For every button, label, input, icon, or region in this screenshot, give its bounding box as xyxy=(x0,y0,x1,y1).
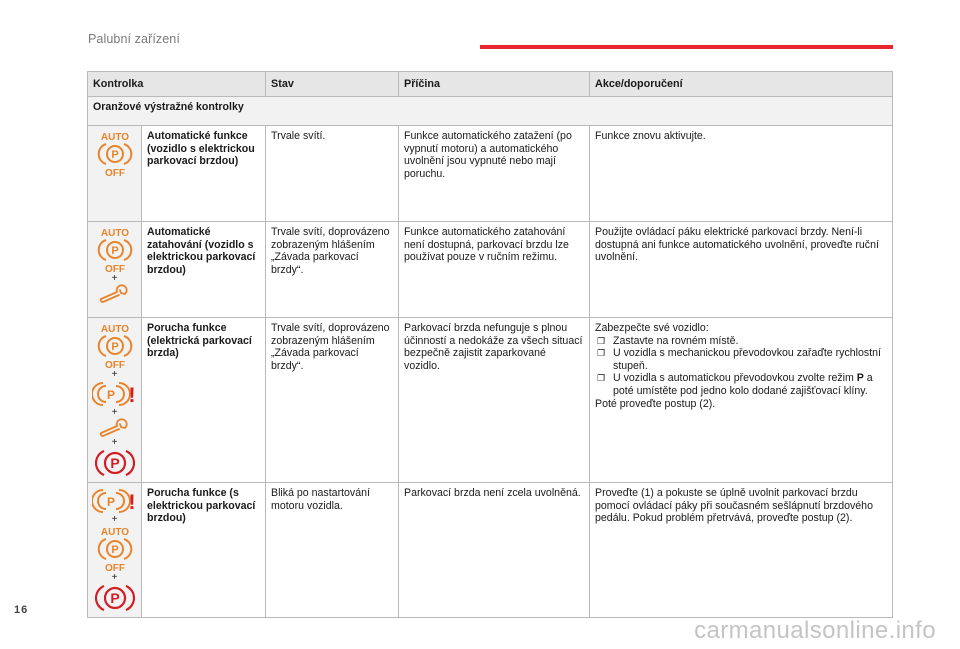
plus-sign: + xyxy=(111,407,118,418)
header-indicator: Kontrolka xyxy=(88,72,266,97)
header-cause: Příčina xyxy=(399,72,590,97)
svg-text:P: P xyxy=(109,590,120,606)
plus-sign: + xyxy=(111,273,118,284)
auto-park-off-icon xyxy=(92,130,138,178)
auto-park-off-icon xyxy=(92,525,138,573)
indicator-icons-cell xyxy=(88,222,142,318)
indicator-icons-cell xyxy=(88,483,142,618)
wrench-icon xyxy=(97,418,133,438)
step-text: U vozidla s mechanickou převodovkou zařaďte rychlostní stupeň. xyxy=(613,347,881,372)
svg-text:OFF: OFF xyxy=(104,360,125,370)
gear-mode-p: P xyxy=(856,372,864,385)
section-header: Palubní zařízení xyxy=(88,32,180,46)
bullet-marker: ❐ xyxy=(597,348,606,359)
step-text-post: a poté umístěte pod jedno kolo dodané zajišťovací klíny. xyxy=(613,372,873,397)
header-state: Stav xyxy=(266,72,399,97)
action-intro: Zabezpečte své vozidlo: xyxy=(595,322,709,334)
svg-text:P: P xyxy=(106,495,115,509)
svg-text:AUTO: AUTO xyxy=(100,132,129,143)
action-cell: Funkce znovu aktivujte. xyxy=(590,126,893,222)
plus-sign: + xyxy=(111,437,118,448)
header-action: Akce/doporučení xyxy=(590,72,893,97)
group-title-row xyxy=(88,97,893,126)
page-number: 16 xyxy=(14,604,29,616)
svg-text:P: P xyxy=(106,388,115,402)
svg-text:AUTO: AUTO xyxy=(100,324,129,335)
bullet-marker: ❐ xyxy=(597,335,606,346)
cause-cell: Funkce automatického zatažení (po vypnutí motoru) a automatického uvolnění jsou vypnuté nebo mají poruchu. xyxy=(399,126,590,222)
plus-sign: + xyxy=(111,572,118,583)
indicator-icons-cell xyxy=(88,126,142,222)
step-text-pre: U vozidla s automatickou převodovkou zvolte režim xyxy=(613,372,857,385)
plus-sign: + xyxy=(111,369,118,380)
indicator-name: Automatické zatahování (vozidlo s elektrickou parkovací brzdou) xyxy=(142,222,266,318)
svg-text:P: P xyxy=(110,341,119,353)
parking-brake-red-icon xyxy=(95,583,135,613)
svg-text:!: ! xyxy=(128,384,135,407)
state-cell: Trvale svítí. xyxy=(266,126,399,222)
action-outro: Poté proveďte postup (2). xyxy=(595,397,716,410)
cause-cell: Funkce automatického zatahování není dostupná, parkovací brzdu lze používat pouze v ručním režimu. xyxy=(399,222,590,318)
list-item xyxy=(595,347,887,372)
table-header-row xyxy=(88,72,893,97)
state-cell: Bliká po nastartování motoru vozidla. xyxy=(266,483,399,618)
auto-park-off-icon xyxy=(92,226,138,274)
table-row xyxy=(88,126,893,222)
watermark: carmanualsonline.info xyxy=(694,617,936,644)
warning-lights-table xyxy=(87,71,893,618)
svg-text:AUTO: AUTO xyxy=(100,527,129,538)
svg-text:OFF: OFF xyxy=(104,168,125,178)
table-row xyxy=(88,318,893,483)
indicator-icons-cell xyxy=(88,318,142,483)
plus-sign: + xyxy=(111,514,118,525)
action-cell: Použijte ovládací páku elektrické parkovací brzdy. Není-li dostupná ani funkce automatického uvolnění, proveďte ruční uvolnění. xyxy=(590,222,893,318)
table-row xyxy=(88,483,893,618)
svg-text:P: P xyxy=(110,245,119,257)
header-red-rule xyxy=(480,45,893,49)
action-cell xyxy=(590,318,893,483)
svg-text:OFF: OFF xyxy=(104,563,125,573)
group-title: Oranžové výstražné kontrolky xyxy=(88,97,893,126)
svg-text:OFF: OFF xyxy=(104,264,125,274)
state-cell: Trvale svítí, doprovázeno zobrazeným hlášením „Závada parkovací brzdy“. xyxy=(266,222,399,318)
cause-cell: Parkovací brzda nefunguje s plnou účinností a nedokáže za všech situací bezpečně zajistit zaparkované vozidlo. xyxy=(399,318,590,483)
indicator-name: Porucha funkce (s elektrickou parkovací brzdou) xyxy=(142,483,266,618)
cause-cell: Parkovací brzda není zcela uvolněná. xyxy=(399,483,590,618)
table-row xyxy=(88,222,893,318)
svg-text:P: P xyxy=(110,149,119,161)
action-cell: Proveďte (1) a pokuste se úplně uvolnit parkovací brzdu pomocí ovládací páky při současném sešlápnutí brzdového pedálu. Pokud problém přetrvává, proveďte postup (2). xyxy=(590,483,893,618)
brake-fault-warning-icon xyxy=(92,380,138,408)
auto-park-off-icon xyxy=(92,322,138,370)
list-item xyxy=(595,372,887,397)
svg-text:P: P xyxy=(110,544,119,556)
state-cell: Trvale svítí, doprovázeno zobrazeným hlášením „Závada parkovací brzdy“. xyxy=(266,318,399,483)
indicator-name: Porucha funkce (elektrická parkovací brzda) xyxy=(142,318,266,483)
svg-text:!: ! xyxy=(128,491,135,514)
bullet-marker: ❐ xyxy=(597,373,606,384)
brake-fault-warning-icon xyxy=(92,487,138,515)
indicator-name: Automatické funkce (vozidlo s elektrickou parkovací brzdou) xyxy=(142,126,266,222)
action-steps-list xyxy=(595,335,887,398)
svg-text:AUTO: AUTO xyxy=(100,228,129,239)
list-item xyxy=(595,335,887,348)
step-text: Zastavte na rovném místě. xyxy=(613,334,739,347)
wrench-icon xyxy=(97,284,133,304)
parking-brake-red-icon xyxy=(95,448,135,478)
svg-text:P: P xyxy=(109,455,120,471)
